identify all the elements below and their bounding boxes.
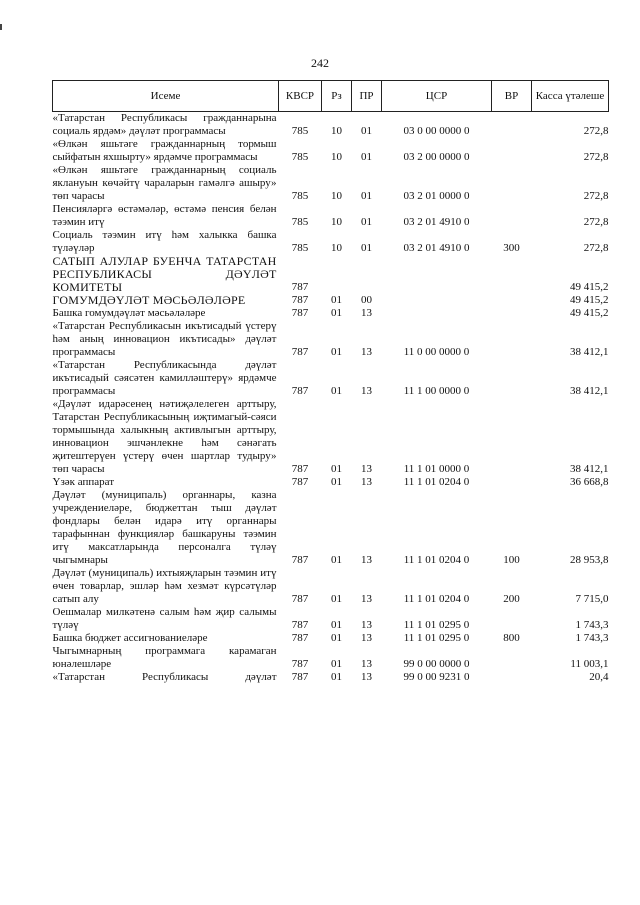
row-vr: [492, 606, 532, 632]
row-amount: 272,8: [583, 190, 609, 202]
row-vr: [492, 164, 532, 203]
row-kvsr: 787: [291, 307, 309, 319]
row-rz: 01: [331, 671, 342, 683]
row-csr: 03 2 01 0000 0: [403, 190, 470, 202]
row-vr: [492, 307, 532, 320]
row-rz: 01: [331, 632, 342, 644]
row-amount: 38 412,1: [570, 346, 609, 358]
row-amount: 28 953,8: [570, 554, 609, 566]
row-csr: [382, 307, 492, 320]
row-name: «Өлкән яшьтәге гражданнарның социаль яклануын көчәйтү чараларын гамәлгә ашыру» төп чарасы: [52, 164, 277, 202]
row-name: «Татарстан Республикасы гражданнарына социаль ярдәм» дәүләт программасы: [52, 112, 277, 137]
row-amount: 1 743,3: [575, 619, 609, 631]
row-rz: 10: [331, 242, 342, 254]
row-pr: 13: [361, 619, 372, 631]
row-vr: [492, 645, 532, 671]
table-row: [53, 606, 609, 632]
row-name: Социаль тәэмин итү һәм халыкка башка түләүләр: [52, 229, 277, 254]
table-row: [53, 138, 609, 164]
row-vr: [492, 203, 532, 229]
row-csr: 11 1 00 0000 0: [403, 385, 470, 397]
row-pr: 01: [361, 125, 372, 137]
row-pr: 13: [361, 671, 372, 683]
row-rz: 01: [331, 346, 342, 358]
row-csr: [382, 294, 492, 307]
row-kvsr: 785: [291, 216, 309, 228]
row-pr: 13: [361, 307, 372, 319]
row-vr: [492, 112, 532, 139]
row-amount: 11 003,1: [570, 658, 609, 670]
row-vr: 200: [503, 593, 520, 605]
table-row: [53, 203, 609, 229]
row-rz: 10: [331, 151, 342, 163]
row-amount: 49 415,2: [570, 294, 609, 306]
row-csr: 03 2 01 4910 0: [403, 216, 470, 228]
header-pr: ПР: [352, 81, 382, 112]
table-row: [53, 476, 609, 489]
row-name: Үзәк аппарат: [52, 476, 115, 488]
row-kvsr: 785: [291, 190, 309, 202]
table-row: [53, 671, 609, 684]
row-pr: 13: [361, 593, 372, 605]
row-csr: 03 0 00 0000 0: [403, 125, 470, 137]
row-name: «Татарстан Республикасы дәүләт: [52, 671, 277, 683]
row-name: Чыгымнарның программага карамаган юнәлешләре: [52, 645, 277, 670]
row-name: «Өлкән яшьтәге гражданнарның тормыш сыйфатын яхшырту» ярдәмче программасы: [52, 138, 277, 163]
table-body: [53, 112, 609, 685]
row-kvsr: 787: [291, 476, 309, 488]
row-name: «Татарстан Республикасын икътисадый үстерү һәм аның инновацион икътисады» дәүләт программасы: [52, 320, 277, 358]
table-header-row: [53, 81, 609, 112]
row-csr: 11 1 01 0295 0: [403, 632, 470, 644]
table-row: [53, 307, 609, 320]
row-amount: 272,8: [583, 216, 609, 228]
row-rz: 01: [331, 554, 342, 566]
row-kvsr: 787: [291, 658, 309, 670]
row-rz: 01: [331, 593, 342, 605]
row-kvsr: 787: [291, 294, 309, 306]
table-row: [53, 632, 609, 645]
row-vr: 300: [503, 242, 520, 254]
header-name: Исеме: [53, 81, 279, 112]
row-csr: 11 1 01 0204 0: [403, 554, 470, 566]
row-kvsr: 787: [291, 671, 309, 683]
row-csr: 11 1 01 0000 0: [403, 463, 470, 475]
header-vr: ВР: [492, 81, 532, 112]
row-rz: 01: [331, 463, 342, 475]
row-vr: [492, 476, 532, 489]
table-row: [53, 645, 609, 671]
row-kvsr: 787: [291, 281, 309, 293]
row-pr: 01: [361, 190, 372, 202]
table-row: [53, 164, 609, 203]
row-rz: 01: [331, 385, 342, 397]
row-rz: 10: [331, 216, 342, 228]
header-csr: ЦСР: [382, 81, 492, 112]
table-row: [53, 320, 609, 359]
row-csr: 11 0 00 0000 0: [403, 346, 470, 358]
row-rz: 01: [331, 658, 342, 670]
row-name: «Татарстан Республикасында дәүләт икътисадый сәясәтен камилләштерү» ярдәмче программасы: [52, 359, 277, 397]
table-row: [53, 229, 609, 255]
row-pr: 01: [361, 151, 372, 163]
row-rz: 01: [331, 307, 342, 319]
table-row: [53, 489, 609, 567]
table-row: [53, 112, 609, 139]
row-kvsr: 787: [291, 385, 309, 397]
row-pr: 01: [361, 216, 372, 228]
row-csr: 99 0 00 0000 0: [403, 658, 470, 670]
row-name: Дәүләт (муниципаль) органнары, казна учреждениеләре, бюджеттан тыш дәүләт фондлары белән идарә итү органнары тарафыннан функцияләр башкаруны тәэмин итү максатларында персоналга түләү чыгымнары: [52, 489, 277, 566]
row-csr: 99 0 00 9231 0: [403, 671, 470, 683]
row-amount: 38 412,1: [570, 385, 609, 397]
row-vr: [492, 294, 532, 307]
row-pr: 13: [361, 476, 372, 488]
row-vr: [492, 138, 532, 164]
row-csr: 11 1 01 0204 0: [403, 593, 470, 605]
row-pr: 13: [361, 385, 372, 397]
row-amount: 20,4: [589, 671, 609, 683]
row-pr: 01: [361, 242, 372, 254]
scan-edge-mark: [0, 24, 2, 30]
row-kvsr: 787: [291, 619, 309, 631]
row-kvsr: 787: [291, 463, 309, 475]
row-amount: 272,8: [583, 151, 609, 163]
table-row: [53, 398, 609, 476]
row-vr: [492, 398, 532, 476]
row-csr: 11 1 01 0295 0: [403, 619, 470, 631]
row-pr: 13: [361, 463, 372, 475]
row-vr: [492, 671, 532, 684]
row-name: Башка гомумдәүләт мәсьәләләре: [52, 307, 206, 319]
row-name: ГОМУМДӘҮЛӘТ МӘСЬӘЛӘЛӘРЕ: [52, 293, 246, 307]
table-row: [53, 359, 609, 398]
row-kvsr: 785: [291, 242, 309, 254]
row-kvsr: 785: [291, 125, 309, 137]
row-rz: [322, 255, 352, 294]
table-row: [53, 255, 609, 294]
row-rz: 10: [331, 125, 342, 137]
row-amount: 49 415,2: [570, 307, 609, 319]
row-vr: [492, 359, 532, 398]
row-csr: [382, 255, 492, 294]
row-pr: 00: [361, 294, 372, 306]
row-rz: 01: [331, 294, 342, 306]
row-pr: 13: [361, 632, 372, 644]
row-amount: 38 412,1: [570, 463, 609, 475]
row-rz: 10: [331, 190, 342, 202]
row-kvsr: 787: [291, 632, 309, 644]
row-amount: 1 743,3: [575, 632, 609, 644]
header-kvsr: КВСР: [279, 81, 322, 112]
row-amount: 7 715,0: [575, 593, 609, 605]
header-rz: Рз: [322, 81, 352, 112]
table-row: [53, 294, 609, 307]
row-pr: 13: [361, 658, 372, 670]
row-name: Оешмалар милкәтенә салым һәм җир салымы түләү: [52, 606, 277, 631]
row-name: Дәүләт (муниципаль) ихтыяҗларын тәэмин итү өчен товарлар, эшләр һәм хезмәт күрсәтүләр сатып алу: [52, 567, 277, 605]
row-csr: 03 2 01 4910 0: [403, 242, 470, 254]
row-pr: 13: [361, 554, 372, 566]
row-csr: 03 2 00 0000 0: [403, 151, 470, 163]
header-amount: Касса үтәлеше: [532, 81, 609, 112]
row-name: «Дәүләт идарәсенең нәтиҗәлелеген арттыру, Татарстан Республикасының иҗтимагый-сәяси тормышында халыкның активлыгын арттыру, инновацион эшчәнлекне һәм сәнәгать җитештерүен үстерү өчен шартлар тудыру» төп чарасы: [52, 398, 277, 475]
row-rz: 01: [331, 619, 342, 631]
row-amount: 272,8: [583, 125, 609, 137]
row-kvsr: 787: [291, 554, 309, 566]
row-amount: 49 415,2: [570, 281, 609, 293]
row-name: Пенсияләргә өстәмәләр, өстәмә пенсия белән тәэмин итү: [52, 203, 277, 228]
row-vr: [492, 255, 532, 294]
row-vr: 800: [503, 632, 520, 644]
row-kvsr: 787: [291, 593, 309, 605]
row-vr: 100: [503, 554, 520, 566]
row-amount: 36 668,8: [570, 476, 609, 488]
row-kvsr: 785: [291, 151, 309, 163]
row-name: САТЫП АЛУЛАР БУЕНЧА ТАТАРСТАН РЕСПУБЛИКАСЫ ДӘҮЛӘТ КОМИТЕТЫ: [52, 254, 277, 294]
table-row: [53, 567, 609, 606]
row-pr: 13: [361, 346, 372, 358]
row-pr: [352, 255, 382, 294]
row-csr: 11 1 01 0204 0: [403, 476, 470, 488]
row-name: Башка бюджет ассигнованиеләре: [52, 632, 208, 644]
row-rz: 01: [331, 476, 342, 488]
row-vr: [492, 320, 532, 359]
page-number: 242: [311, 56, 329, 70]
row-amount: 272,8: [583, 242, 609, 254]
budget-table: [52, 80, 609, 684]
row-kvsr: 787: [291, 346, 309, 358]
